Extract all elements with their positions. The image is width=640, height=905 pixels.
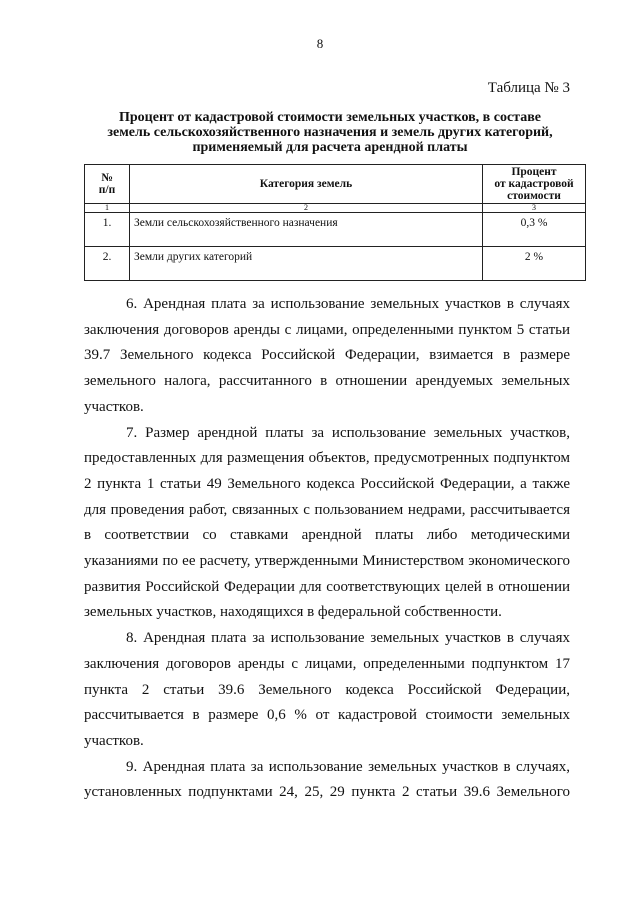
row-percent: 2 %	[483, 247, 586, 281]
header-percent-line-1: Процент	[511, 166, 557, 178]
row-category: Земли других категорий	[130, 247, 483, 281]
paragraph-6: 6. Арендная плата за использование земельных участков в случаях заключения договоров аренды с лицами, определенными пунктом 5 статьи 39.7 Земельного кодекса Российской Федерации, взимается в размере земельного налога, рассчитанного в отношении арендуемых земельных участков.	[84, 296, 570, 415]
paragraph-9: 9. Арендная плата за использование земельных участков в случаях, установленных подпунктами 24, 25, 29 пункта 2 статьи 39.6 Земельного	[84, 758, 570, 801]
header-category: Категория земель	[130, 165, 483, 204]
table-title	[70, 110, 590, 155]
table-label: Таблица № 3	[487, 80, 570, 96]
table-title-line-3: применяемый для расчета арендной платы	[192, 140, 468, 155]
table-header-row	[85, 165, 586, 204]
header-num	[85, 165, 130, 204]
table-title-line-1: Процент от кадастровой стоимости земельных участков, в составе	[119, 110, 541, 125]
column-number-1: 1	[85, 204, 130, 213]
row-num: 2.	[85, 247, 130, 281]
rent-percent-table	[84, 164, 586, 281]
column-number-3: 3	[483, 204, 586, 213]
body-text	[84, 292, 570, 806]
header-num-line-2: п/п	[98, 184, 116, 196]
row-percent: 0,3 %	[483, 213, 586, 247]
header-num-line-1: №	[101, 172, 113, 184]
row-num: 1.	[85, 213, 130, 247]
table-row	[85, 213, 586, 247]
header-percent-line-2: от кадастровой	[494, 178, 574, 190]
row-category: Земли сельскохозяйственного назначения	[130, 213, 483, 247]
table-title-line-2: земель сельскохозяйственного назначения и земель других категорий,	[107, 125, 553, 140]
paragraph-7: 7. Размер арендной платы за использование земельных участков, предоставленных для размещения объектов, предусмотренных подпунктом 2 пункта 1 статьи 49 Земельного кодекса Российской Федерации, а также для проведения работ, связанных с пользованием недрами, рассчитывается в соответствии со ставками арендной платы либо методическими указаниями по ее расчету, утвержденными Министерством экономического развития Российской Федерации для соответствующих целей в отношении земельных участков, находящихся в федеральной собственности.	[84, 424, 570, 621]
paragraph-8: 8. Арендная плата за использование земельных участков в случаях заключения договоров аренды с лицами, определенными подпунктом 17 пункта 2 статьи 39.6 Земельного кодекса Российской Федерации, рассчитывается в размере 0,6 % от кадастровой стоимости земельных участков.	[84, 630, 570, 749]
table-row	[85, 247, 586, 281]
header-percent	[483, 165, 586, 204]
page-number: 8	[316, 36, 324, 51]
column-number-row	[85, 204, 586, 213]
column-number-2: 2	[130, 204, 483, 213]
header-percent-line-3: стоимости	[507, 190, 561, 202]
